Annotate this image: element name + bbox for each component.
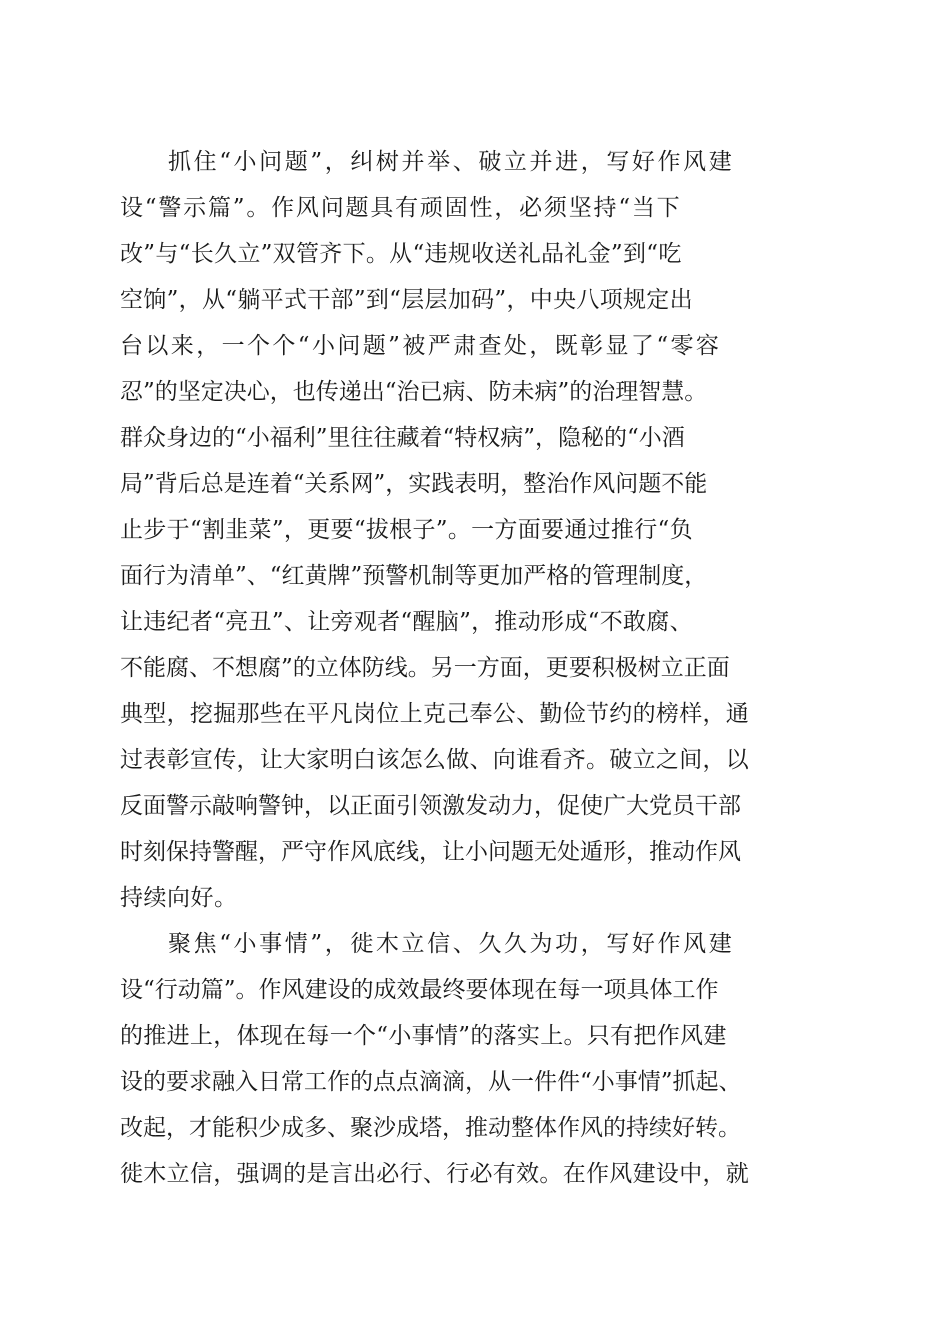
paragraph-2-line-4: 设的要求融入日常工作的点点滴滴，从一件件“小事情”抓起、: [120, 1069, 742, 1095]
paragraph-1-line-2: 设“警示篇”。作风问题具有顽固性，必须坚持“当下: [120, 195, 682, 221]
paragraph-1-line-17: 持续向好。: [120, 885, 238, 911]
paragraph-1-line-16: 时刻保持警醒，严守作风底线，让小问题无处遁形，推动作风: [120, 839, 741, 865]
paragraph-2-line-3: 的推进上，体现在每一个“小事情”的落实上。只有把作风建: [120, 1023, 727, 1049]
paragraph-1-line-4: 空饷”，从“躺平式干部”到“层层加码”，中央八项规定出: [120, 287, 693, 313]
paragraph-1-line-9: 止步于“割韭菜”，更要“拔根子”。一方面要通过推行“负: [120, 517, 693, 543]
paragraph-1-line-1: 抓住“小问题”，纠树并举、破立并进，写好作风建: [168, 149, 735, 175]
paragraph-1-line-7: 群众身边的“小福利”里往往藏着“特权病”，隐秘的“小酒: [120, 425, 685, 451]
paragraph-1-line-13: 典型，挖掘那些在平凡岗位上克己奉公、勤俭节约的榜样，通: [120, 701, 750, 727]
paragraph-1-line-5: 台以来，一个个“小问题”被严肃查处，既彰显了“零容: [120, 333, 722, 359]
paragraph-2-line-1: 聚焦“小事情”，徙木立信、久久为功，写好作风建: [168, 931, 735, 957]
paragraph-2-line-6: 徙木立信，强调的是言出必行、行必有效。在作风建设中，就: [120, 1161, 750, 1187]
paragraph-1-line-8: 局”背后总是连着“关系网”，实践表明，整治作风问题不能: [120, 471, 708, 497]
paragraph-1-line-14: 过表彰宣传，让大家明白该怎么做、向谁看齐。破立之间，以: [120, 747, 750, 773]
paragraph-1-line-11: 让违纪者“亮丑”、让旁观者“醒脑”，推动形成“不敢腐、: [120, 609, 693, 635]
paragraph-1-line-6: 忍”的坚定决心，也传递出“治已病、防未病”的治理智慧。: [120, 379, 708, 405]
paragraph-1-line-10: 面行为清单”、“红黄牌”预警机制等更加严格的管理制度，: [120, 563, 708, 589]
paragraph-1-line-12: 不能腐、不想腐”的立体防线。另一方面，更要积极树立正面: [120, 655, 730, 681]
paragraph-2-line-2: 设“行动篇”。作风建设的成效最终要体现在每一项具体工作: [120, 977, 719, 1003]
paragraph-2-line-5: 改起，才能积少成多、聚沙成塔，推动整体作风的持续好转。: [120, 1115, 741, 1141]
paragraph-1-line-3: 改”与“长久立”双管齐下。从“违规收送礼品礼金”到“吃: [120, 241, 682, 267]
paragraph-1-line-15: 反面警示敲响警钟，以正面引领激发动力，促使广大党员干部: [120, 793, 741, 819]
